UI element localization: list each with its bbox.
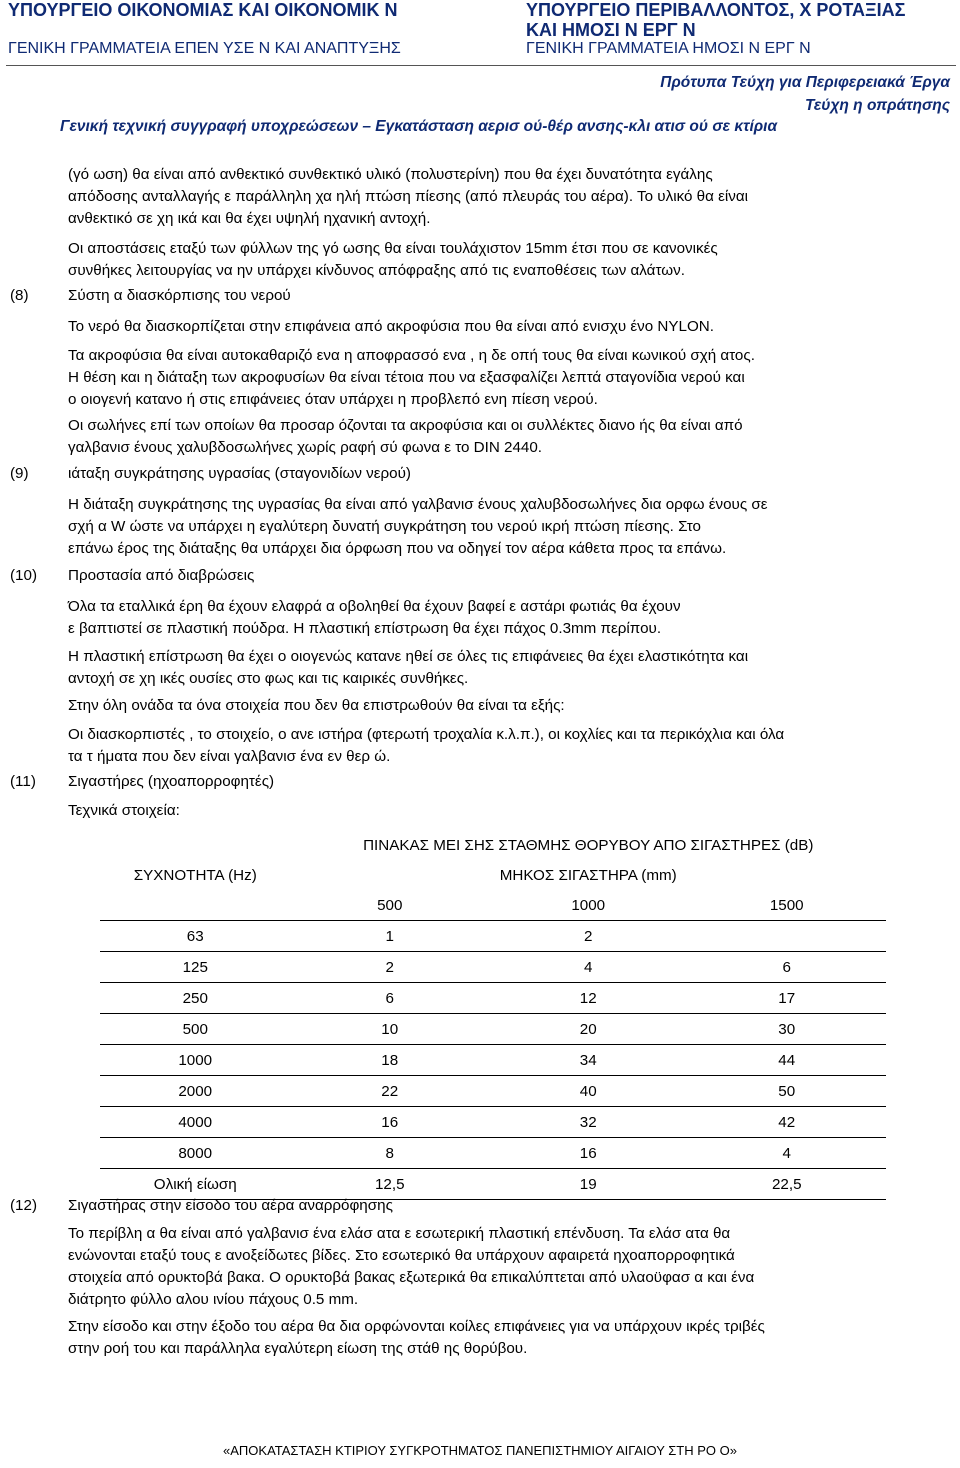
text-line: απόδοσης ανταλλαγής ε παράλληλη χα ηλή πτώση πίεσης (από πλευράς του αέρα). Το υλικό θα είναι xyxy=(68,188,748,205)
volume-title: Τεύχη η οπράτησης xyxy=(804,97,950,114)
table-cell xyxy=(687,921,886,952)
length-1000: 1000 xyxy=(489,890,688,921)
text-line: Οι διασκορπιστές , το στοιχείο, ο ανε ιστήρα (φτερωτή τροχαλία κ.λ.π.), οι κοχλίες και τα περικόχλια και όλα xyxy=(68,726,785,743)
section-number: (9) xyxy=(10,465,29,482)
table-total-row xyxy=(100,1169,886,1200)
paragraph xyxy=(68,724,955,768)
section-number: (11) xyxy=(10,773,36,790)
table-cell: 10 xyxy=(290,1014,489,1045)
table-cell: 1 xyxy=(290,921,489,952)
text-line: ανθεκτικό σε χη ικά και θα έχει υψηλή ηχανική αντοχή. xyxy=(68,210,431,227)
table-header-row xyxy=(100,860,886,890)
paragraph: Στην όλη ονάδα τα όνα στοιχεία που δεν θα επιστρωθούν θα είναι τα εξής: xyxy=(68,697,565,714)
section-title: Σιγαστήρες (ηχοαπορροφητές) xyxy=(68,773,275,790)
section-title: Σιγαστήρας στην είσοδο του αέρα αναρρόφησης xyxy=(68,1197,393,1214)
text-line: Το περίβλη α θα είναι από γαλβανισ ένα ελάσ ατα ε εσωτερική πλαστική επένδυση. Τα ελάσ ατα θα xyxy=(68,1225,731,1242)
paragraph xyxy=(68,1316,955,1360)
paragraph xyxy=(68,345,955,411)
text-line: επάνω έρος της διάταξης θα υπάρχει δια όρφωση που να οδηγεί τον αέρα κάθετα προς τα επάνω. xyxy=(68,540,727,557)
spacing-paragraph xyxy=(68,238,955,282)
text-line: στοιχεία από ορυκτοβά βακα. Ο ορυκτοβά βακας εξωτερικά θα επικαλύπτεται από υλαοϋφασ α και ένα xyxy=(68,1269,755,1286)
paragraph xyxy=(68,646,955,690)
header-left-secretariat: ΓΕΝΙΚΗ ΓΡΑΜΜΑΤΕΙΑ ΕΠΕΝ ΥΣΕ Ν ΚΑΙ ΑΝΑΠΤΥΞΗΣ xyxy=(8,40,401,57)
length-header: ΜΗΚΟΣ ΣΙΓΑΣΤΗΡΑ (mm) xyxy=(499,866,677,884)
table-cell: 18 xyxy=(290,1045,489,1076)
table-cell: 42 xyxy=(687,1107,886,1138)
text-line: γαλβανισ ένους χαλυβδοσωλήνες χωρίς ραφή σύ φωνα ε το DIN 2440. xyxy=(68,439,543,456)
noise-attenuation-table xyxy=(100,830,886,1200)
table-cell: 32 xyxy=(489,1107,688,1138)
intro-paragraph xyxy=(68,164,955,230)
section-title: Προστασία από διαβρώσεις xyxy=(68,567,255,584)
table-cell: 16 xyxy=(290,1107,489,1138)
table-cell: 4000 xyxy=(100,1107,290,1138)
frequency-header: ΣΥΧΝΟΤΗΤΑ (Hz) xyxy=(133,866,257,884)
table-cell: 19 xyxy=(489,1169,688,1200)
header-right-secretariat: ΓΕΝΙΚΗ ΓΡΑΜΜΑΤΕΙΑ ΗΜΟΣΙ Ν ΕΡΓ Ν xyxy=(526,40,811,57)
text-line: διάτρητο φύλλο αλου ινίου πάχους 0.5 mm. xyxy=(68,1291,359,1308)
text-line: Η θέση και η διάταξη των ακροφυσίων θα είναι τέτοια που να εξασφαλίζει λεπτά σταγονίδια νερού και xyxy=(68,369,745,386)
table-cell: 34 xyxy=(489,1045,688,1076)
paragraph xyxy=(68,494,955,560)
text-line: Τα ακροφύσια θα είναι αυτοκαθαριζό ενα η αποφρασσό ενα , η δε οπή τους θα είναι κωνικού σχή ατος. xyxy=(68,347,755,364)
table-cell: 6 xyxy=(687,952,886,983)
table-cell: 2 xyxy=(489,921,688,952)
header-right-ministry-2: ΚΑΙ ΗΜΟΣΙ Ν ΕΡΓ Ν xyxy=(526,20,696,40)
text-line: Στην είσοδο και στην έξοδο του αέρα θα δια ορφώνονται κοίλες επιφάνειες για να υπάρχουν ικρές τριβές xyxy=(68,1318,765,1335)
table-cell: 44 xyxy=(687,1045,886,1076)
page-footer: «ΑΠΟΚΑΤΑΣΤΑΣΗ ΚΤΙΡΙΟΥ ΣΥΓΚΡΟΤΗΜΑΤΟΣ ΠΑΝΕΠΙΣΤΗΜΙΟΥ ΑΙΓΑΙΟΥ ΣΤΗ ΡΟ Ο» xyxy=(223,1443,737,1458)
text-line: συνθήκες λειτουργίας να ην υπάρχει κίνδυνος απόφραξης από τις εναποθέσεις των αλάτων. xyxy=(68,262,685,279)
text-line: τα τ ήματα που δεν είναι γαλβανισ ένα εν θερ ώ. xyxy=(68,748,391,765)
table-cell xyxy=(100,830,290,860)
table-cell: 17 xyxy=(687,983,886,1014)
header-left-ministry: ΥΠΟΥΡΓΕΙΟ ΟΙΚΟΝΟΜΙΑΣ ΚΑΙ ΟΙΚΟΝΟΜΙΚ Ν xyxy=(8,0,398,20)
table-row xyxy=(100,1107,886,1138)
table-cell: Ολική είωση xyxy=(100,1169,290,1200)
table-cell: 50 xyxy=(687,1076,886,1107)
paragraph xyxy=(68,1223,955,1311)
section-number: (10) xyxy=(10,567,38,584)
table-cell: 1000 xyxy=(100,1045,290,1076)
paragraph xyxy=(68,415,955,459)
section-title: Σύστη α διασκόρπισης του νερού xyxy=(68,287,291,304)
table-cell: 20 xyxy=(489,1014,688,1045)
text-line: Όλα τα εταλλικά έρη θα έχουν ελαφρά α οβοληθεί θα έχουν βαφεί ε αστάρι φωτιάς θα έχουν xyxy=(68,598,681,615)
section-title: ιάταξη συγκράτησης υγρασίας (σταγονιδίων νερού) xyxy=(68,465,411,482)
table-cell: 30 xyxy=(687,1014,886,1045)
paragraph: Το νερό θα διασκορπίζεται στην επιφάνεια από ακροφύσια που θα είναι από ενισχυ ένο NYLON. xyxy=(68,318,714,335)
table-cell: 22 xyxy=(290,1076,489,1107)
length-1500: 1500 xyxy=(687,890,886,921)
table-cell: 8000 xyxy=(100,1138,290,1169)
table-cell: 6 xyxy=(290,983,489,1014)
table-row xyxy=(100,1045,886,1076)
text-line: ε βαπτιστεί σε πλαστική πούδρα. Η πλαστική επίστρωση θα έχει πάχος 0.3mm περίπου. xyxy=(68,620,662,637)
technical-data-label: Τεχνικά στοιχεία: xyxy=(68,802,180,819)
table-cell: 12 xyxy=(489,983,688,1014)
table-row xyxy=(100,952,886,983)
table-cell: 12,5 xyxy=(290,1169,489,1200)
table-cell: 2000 xyxy=(100,1076,290,1107)
table-row xyxy=(100,1138,886,1169)
table-cell: 40 xyxy=(489,1076,688,1107)
text-line: Η πλαστική επίστρωση θα έχει ο οιογενώς κατανε ηθεί σε όλες τις επιφάνειες θα έχει ελαστικότητα και xyxy=(68,648,749,665)
section-number: (8) xyxy=(10,287,29,304)
text-line: ενώνονται εταξύ τους ε ανοξείδωτες βίδες. Στο εσωτερικό θα υπάρχουν αφαιρετά ηχοαπορροφητικά xyxy=(68,1247,735,1264)
table-title-row xyxy=(100,830,886,860)
table-title: ΠΙΝΑΚΑΣ ΜΕΙ ΣΗΣ ΣΤΑΘΜΗΣ ΘΟΡΥΒΟΥ ΑΠΟ ΣΙΓΑΣΤΗΡΕΣ (dB) xyxy=(363,836,814,854)
table-cell: 125 xyxy=(100,952,290,983)
table-row xyxy=(100,1014,886,1045)
text-line: ο οιογενή κατανο ή στις επιφάνειες όταν υπάρχει η προβλεπό ενη πίεση νερού. xyxy=(68,391,598,408)
table-cell xyxy=(100,890,290,921)
text-line: στην ροή του και παράλληλα εγαλύτερη είωση της στάθ ης θορύβου. xyxy=(68,1340,528,1357)
text-line: (γό ωση) θα είναι από ανθεκτικό συνθεκτικό υλικό (πολυστερίνη) που θα έχει δυνατότητα εγάλης xyxy=(68,166,713,183)
paragraph xyxy=(68,596,955,640)
section-number: (12) xyxy=(10,1197,38,1214)
header-divider xyxy=(6,65,956,66)
text-line: Η διάταξη συγκράτησης της υγρασίας θα είναι από γαλβανισ ένους χαλυβδοσωλήνες δια ορφω ένους σε xyxy=(68,496,768,513)
table-row xyxy=(100,921,886,952)
length-500: 500 xyxy=(290,890,489,921)
table-cell: 63 xyxy=(100,921,290,952)
header-right-ministry-1: ΥΠΟΥΡΓΕΙΟ ΠΕΡΙΒΑΛΛΟΝΤΟΣ, Χ ΡΟΤΑΞΙΑΣ xyxy=(526,0,906,20)
table-row xyxy=(100,983,886,1014)
table-cell: 500 xyxy=(100,1014,290,1045)
text-line: Οι αποστάσεις εταξύ των φύλλων της γό ωσης θα είναι τουλάχιστον 15mm έτσι που σε κανονικές xyxy=(68,240,718,257)
table-row xyxy=(100,1076,886,1107)
table-cell: 4 xyxy=(489,952,688,983)
series-title: Πρότυπα Τεύχη για Περιφερειακά Έργα xyxy=(660,74,950,91)
table-cell: 2 xyxy=(290,952,489,983)
text-line: αντοχή σε χη ικές ουσίες στο φως και τις καιρικές συνθήκες. xyxy=(68,670,469,687)
table-cell: 250 xyxy=(100,983,290,1014)
table-cell: 22,5 xyxy=(687,1169,886,1200)
table-subheader-row xyxy=(100,890,886,921)
text-line: σχή α W ώστε να υπάρχει η εγαλύτερη δυνατή συγκράτηση του νερού ικρή πτώση πίεσης. Στο xyxy=(68,518,701,535)
table-cell: 4 xyxy=(687,1138,886,1169)
table-cell: 16 xyxy=(489,1138,688,1169)
spec-title: Γενική τεχνική συγγραφή υποχρεώσεων – Εγκατάσταση αερισ ού-θέρ ανσης-κλι ατισ ού σε κτίρια xyxy=(60,118,778,135)
table-cell: 8 xyxy=(290,1138,489,1169)
text-line: Οι σωλήνες επί των οποίων θα προσαρ όζονται τα ακροφύσια και οι συλλέκτες διανο ής θα είναι από xyxy=(68,417,743,434)
